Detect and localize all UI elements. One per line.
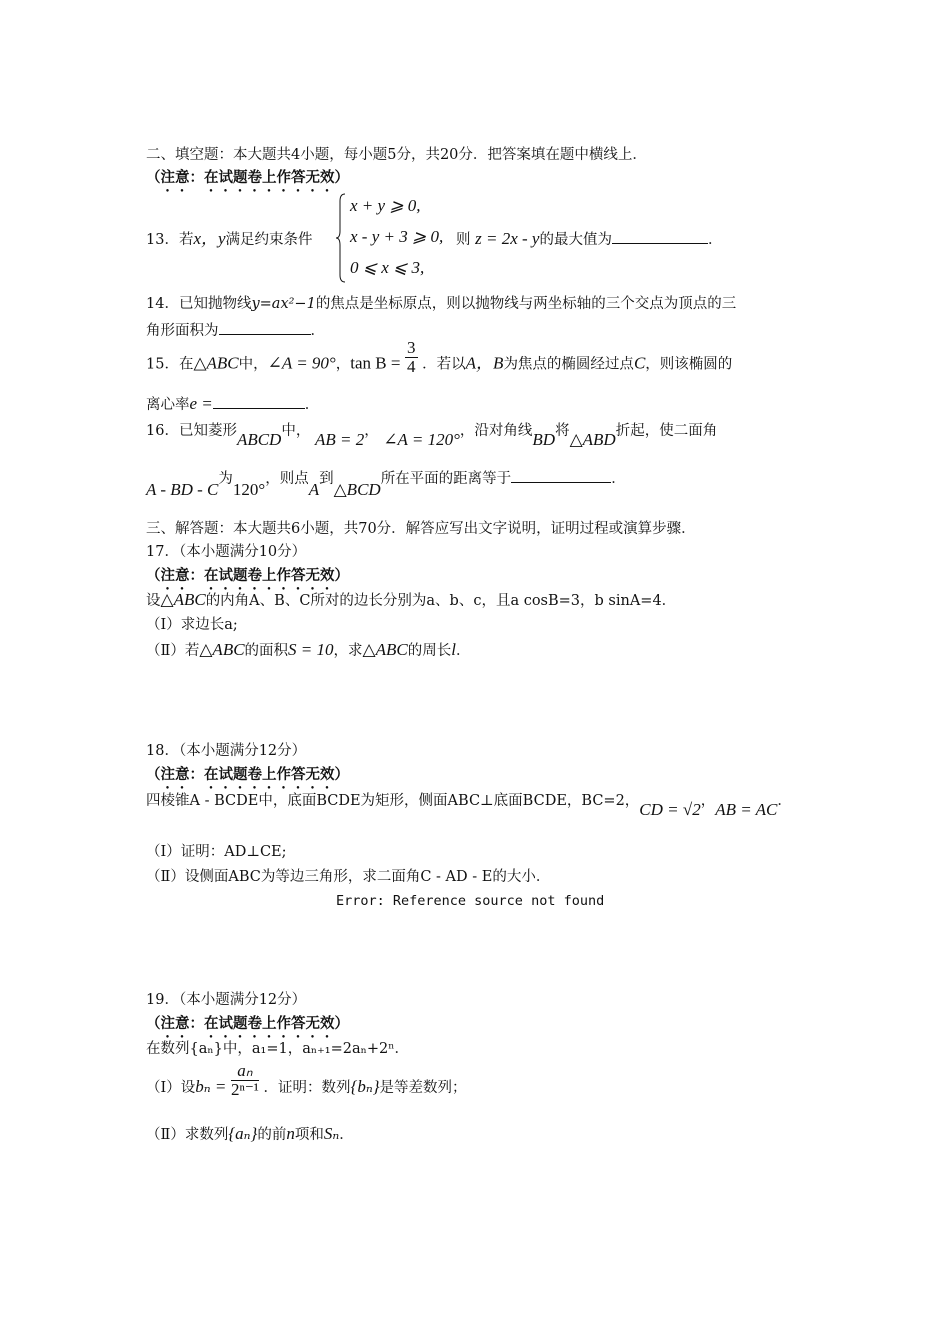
q18-note: （注意：在试题卷上作答无效） xyxy=(146,766,349,783)
q18-part2: （Ⅱ）设侧面ABC为等边三角形，求二面角C - AD - E的大小． xyxy=(146,869,551,885)
q19-note: （注意：在试题卷上作答无效） xyxy=(146,1015,349,1032)
q19-part1: （Ⅰ）设bₙ = $\frac{\text{aₙ}}{\text{2ⁿ⁻¹}}$ ．证明：数列{bₙ}是等差数列； xyxy=(146,1060,467,1099)
q19-stem: 在数列{aₙ}中，a₁=1，aₙ₊₁=2aₙ+2ⁿ． xyxy=(146,1041,410,1057)
q18-stem: 四棱锥A - BCDE中，底面BCDE为矩形，侧面ABC⊥底面BCDE，BC=2，CD = √2，AB = AC． xyxy=(146,793,792,819)
q18-part1: （Ⅰ）证明：AD⊥CE; xyxy=(146,844,287,860)
q19-fraction: $\frac{\text{aₙ}}{\text{2ⁿ⁻¹}}$ xyxy=(230,1060,259,1099)
q13-constraint-1: x + y ⩾ 0, xyxy=(350,196,421,215)
left-brace-icon xyxy=(336,193,346,283)
q17-note: （注意：在试题卷上作答无效） xyxy=(146,567,349,584)
section3-heading: 三、解答题：本大题共6小题，共70分．解答应写出文字说明，证明过程或演算步骤． xyxy=(146,521,696,537)
q13-tail: 则 z = 2x - y的最大值为 ． xyxy=(456,229,723,248)
q15-line2: 离心率e = ． xyxy=(146,394,320,413)
q13-answer-blank[interactable] xyxy=(612,229,708,244)
q13-constraint-2: x - y + 3 ⩾ 0, xyxy=(350,227,444,246)
q18-error-text: Error: Reference source not found xyxy=(336,893,605,909)
q16-line2: A - BD - C为120°，则点A到△BCD所在平面的距离等于 ． xyxy=(146,468,626,489)
section2-note: （注意：在试题卷上作答无效） xyxy=(146,169,349,186)
q15-fraction: $\frac{3}{4}$ xyxy=(407,338,416,376)
q17-part1: （Ⅰ）求边长a; xyxy=(146,617,238,633)
q19-part2: （Ⅱ）求数列{aₙ}的前n项和Sₙ． xyxy=(146,1124,354,1143)
q19-title: 19．（本小题满分12分） xyxy=(146,992,307,1008)
q17-part2: （Ⅱ）若△ABC的面积S = 10，求△ABC的周长l． xyxy=(146,640,471,659)
q15-answer-blank[interactable] xyxy=(213,394,305,409)
q14-line2: 角形面积为 ． xyxy=(146,320,325,341)
section2-heading: 二、填空题：本大题共4小题，每小题5分，共20分．把答案填在题中横线上． xyxy=(146,147,647,163)
q15-line1: 15．在△ABC中，∠A = 90°，tan B = $\frac{3}{4}$ ．若以A，B为焦点的椭圆经过点C，则该椭圆的 xyxy=(146,338,733,376)
q14-answer-blank[interactable] xyxy=(219,320,311,335)
q16-line1: 16．已知菱形ABCD中， AB = 2， ∠A = 120°，沿对角线BD将△ABD折起，使二面角 xyxy=(146,423,718,449)
q16-answer-blank[interactable] xyxy=(511,468,611,483)
q13-constraint-3: 0 ⩽ x ⩽ 3, xyxy=(350,258,425,277)
q17-title: 17．（本小题满分10分） xyxy=(146,544,307,560)
q13-line: 13．若x，y满足约束条件 xyxy=(146,229,313,248)
q17-stem: 设△ABC的内角A、B、C所对的边长分别为a、b、c，且a cosB=3，b sinA=4． xyxy=(146,590,677,609)
q18-title: 18．（本小题满分12分） xyxy=(146,743,307,759)
q14-line1: 14．已知抛物线y=ax²−1的焦点是坐标原点，则以抛物线与两坐标轴的三个交点为顶点的三 xyxy=(146,296,737,312)
